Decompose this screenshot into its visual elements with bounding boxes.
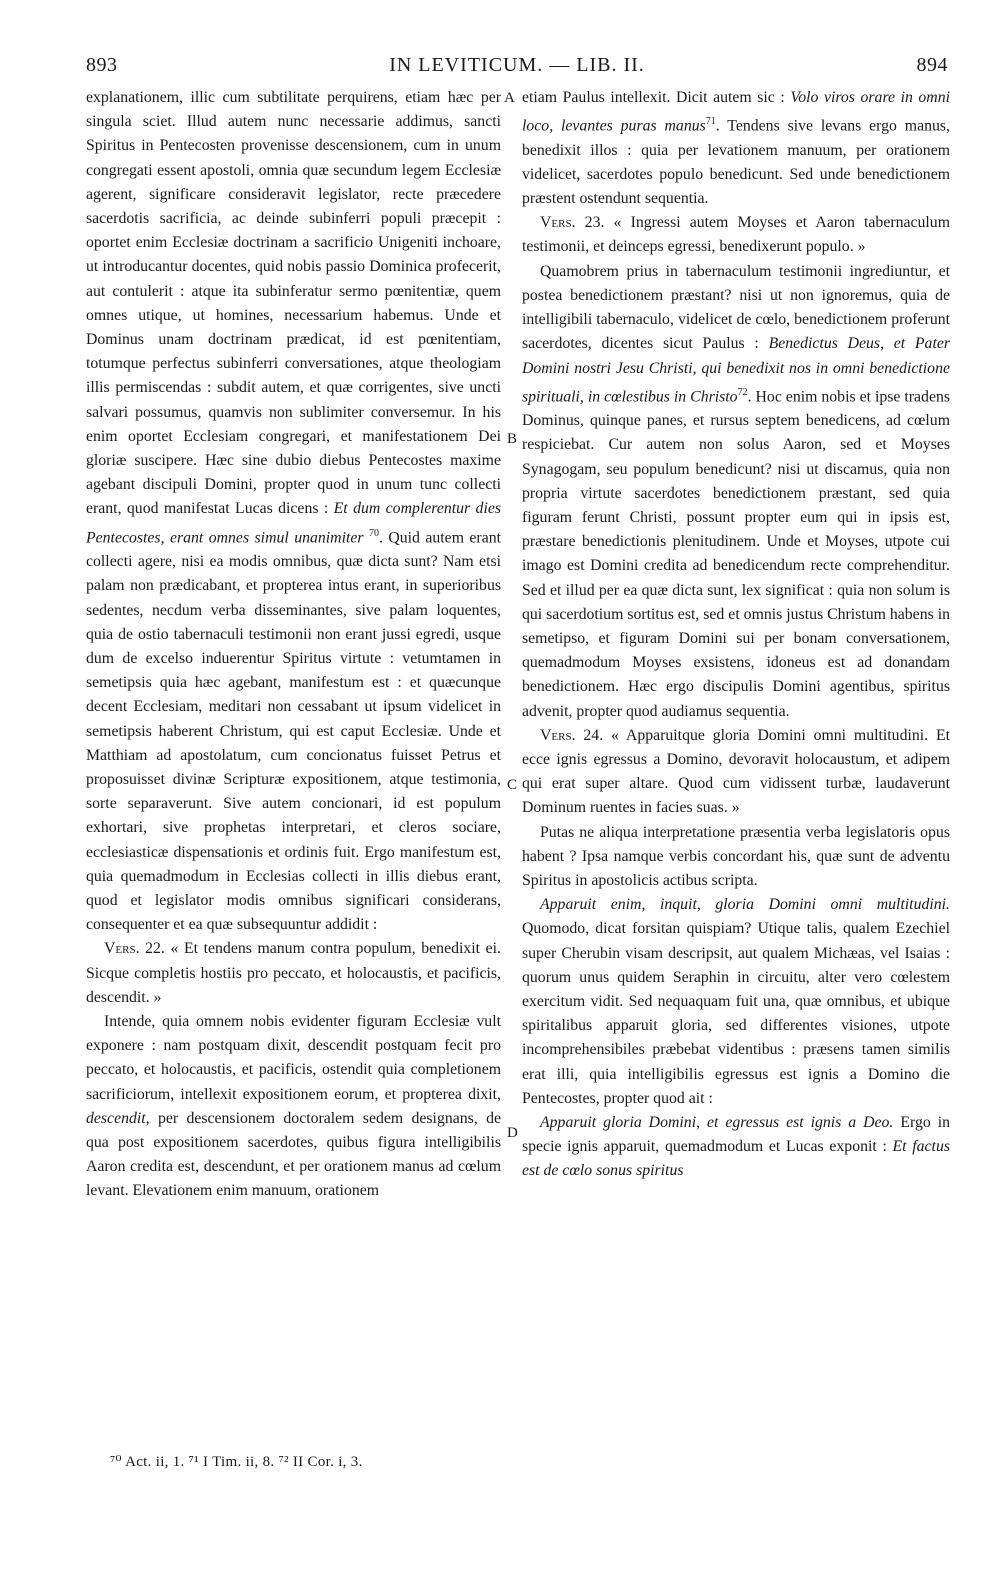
emphasis: descendit xyxy=(86,1109,146,1127)
footnotes: ⁷⁰ Act. ii, 1. ⁷¹ I Tim. ii, 8. ⁷² II Cor. i, 3. xyxy=(110,1454,363,1470)
text-run: , per descensionem doctoralem sedem designans, de qua post expositionem sacerdotes, quibus figura intelligibilis Aaron credita est, descendunt, et per orationem manus ad cœlum levant. Elevationem enim manuum, orationem xyxy=(86,1109,501,1200)
quotation: Et dum complerentur dies Pentecostes, erant omnes simul unanimiter xyxy=(86,500,501,546)
verse-label: Vers. 22. xyxy=(104,940,165,958)
text-run: . Quid autem erant collecti agere, nisi ea modis omnibus, quæ dicta sunt? Nam etsi palam non prædicabant, et propterea intus erant, in superioribus sedentes, necdum verba disseminantes, sive palam loquentes, quia de ostio tabernaculi testimonii non erant jussi egredi, usque dum de excelso induerentur Spiritus virtute : vetumtamen in semetipsis quia hæc agebant, manifestum est : et quæcunque decent Ecclesiam, meditari non cessabant ut ipsum videlicet in semetipsis haberent Christum, qui est caput Ecclesiæ. Unde et Matthiam ad apostolatum, cum concionatus fuisset Petrus et proposuisset divinæ Scripturæ expositionem, atque testimonia, sorte separaverunt. Sive autem concionari, id est populum exhortari, sive prophetas interpretari, et cleros sociare, ecclesiasticæ dispensationis et ordinis fuit. Ergo manifestum est, quia quemadmodum in Ecclesias collecti in illis diebus erant, quod et legislator modis omnibus significari considerans, consequenter et ea quæ subsequuntur addidit : xyxy=(86,528,501,934)
text-run: Putas ne aliqua interpretatione præsentia verba legislatoris opus habent ? Ipsa namque verbis concordant his, quæ sunt de adventu Spiritus in apostolicis actibus scripta. xyxy=(522,823,950,890)
text-run: . Tendens sive levans ergo manus, benedixit illos : quia per levationem manuum, per orationem videlicet, sacerdotes populo benedicunt. Sed unde benedictionem præstent ostendunt sequentia. xyxy=(522,117,950,208)
verse-paragraph xyxy=(522,211,950,259)
footnote-ref[interactable]: 70 xyxy=(368,527,379,539)
paragraph xyxy=(522,821,950,894)
quotation: Benedictus Deus, et Pater Domini nostri Jesu Christi, qui benedixit nos in omni benedictione spirituali, in cœlestibus in Christo xyxy=(522,335,950,405)
verse-label: Vers. 24. xyxy=(540,726,604,744)
verse-text: « Et tendens manum contra populum, benedixit ei. Sicque completis hostiis pro peccato, et holocaustis, et pacificis, descendit. » xyxy=(86,940,501,1006)
quotation: Apparuit gloria Domini, et egressus est ignis a Deo. xyxy=(540,1114,894,1132)
paragraph xyxy=(522,1111,950,1184)
text-run: . Hoc enim nobis et ipse tradens Dominus, quinque panes, et rursus septem benedicens, ad cœlum respiciebat. Cur autem non solus Aaron, sed et Moyses Synagogam, seu populum benedicunt? nisi ut discamus, quia non propria virtute sacerdotes benedictionem præstant, sed quia figuram ferunt Christi, possunt propter eum qui in ipsis est, præstare benedictionis plenitudinem. Unde et Moyses, utpote cui imago est Domini credita ad benedicendum recte comprehenditur. Sed et illud per ea quæ dicta sunt, lex significat : quia non solum is qui sacerdotium sortitus est, sed et omnis justus Christum habens in semetipso, et figuram Domini sui per bonam conversationem, quemadmodum Moyses exsistens, idoneus est ad donandam benedictionem. Hæc ergo discipulis Domini agentibus, spiritus advenit, propter quod audiamus sequentia. xyxy=(522,387,950,720)
page-number-left: 893 xyxy=(86,54,118,76)
paragraph xyxy=(86,86,501,937)
margin-marker-c: C xyxy=(507,777,518,793)
verse-paragraph xyxy=(86,937,501,1010)
paragraph xyxy=(86,1010,501,1204)
text-run: Ergo in specie ignis apparuit, quemadmodum et Lucas exponit : xyxy=(522,1114,950,1156)
text-run: Quomodo, dicat forsitan quispiam? Utique talis, qualem Ezechiel super Cherubin visam descripsit, aut qualem Michæas, vel Isaias : quorum unus quidem Seraphin in circuitu, alter vero cœlestem exercitum vidit. Sed nequaquam fuit una, quæ omnibus, et ubique spiritalibus apparuit gloria, sed differentes visiones, utpote incomprehensibiles præbebat videntibus : præsens tamen similis erat illi, quia intelligibilis egressus est ignis a Domino die Pentecostes, propter quod ait : xyxy=(522,920,950,1107)
running-title: IN LEVITICUM. — LIB. II. xyxy=(389,54,645,76)
footnote-ref[interactable]: 71 xyxy=(705,116,716,128)
quotation: Apparuit enim, inquit, gloria Domini omni multitudini. xyxy=(540,896,950,914)
text-run: Intende, quia omnem nobis evidenter figuram Ecclesiæ vult exponere : nam postquam dixit, descendit postquam fecit pro peccato, et holocaustis, et pacificis, ostendit quia completionem sacrificiorum, intellexit expositionem eorum, et propterea dixit, xyxy=(86,1012,501,1103)
margin-marker-a: A xyxy=(504,90,515,106)
running-header xyxy=(86,50,948,86)
verse-paragraph xyxy=(522,724,950,821)
quotation: Et factus est de cœlo sonus spiritus xyxy=(522,1138,950,1180)
margin-marker-d: D xyxy=(507,1125,518,1141)
footnote-ref[interactable]: 72 xyxy=(737,386,748,398)
margin-marker-b: B xyxy=(507,431,518,447)
paragraph xyxy=(522,893,950,1111)
verse-text: « Apparuitque gloria Domini omni multitudini. Et ecce ignis egressus a Domino, devoravit holocaustum, et adipem qui erat super altare. Quod cum vidissent turbæ, laudaverunt Dominum ruentes in facies suas. » xyxy=(522,726,950,817)
text-run: etiam Paulus intellexit. Dicit autem sic : xyxy=(522,89,785,106)
paragraph xyxy=(522,86,950,211)
verse-text: « Ingressi autem Moyses et Aaron tabernaculum testimonii, et deinceps egressi, benedixerunt populo. » xyxy=(522,214,950,256)
paragraph xyxy=(522,260,950,724)
text-run: Quamobrem prius in tabernaculum testimonii ingrediuntur, et postea benedictionem præstant? nisi ut non ignoremus, quia de intelligibili tabernaculo, videlicet de cœlo, benedictionem proferunt sacerdotes, dicentes sicut Paulus : xyxy=(522,262,950,353)
text-run: explanationem, illic cum subtilitate perquirens, etiam hæc per singula sciet. Illud autem nunc necessarie addimus, sancti Spiritus in Pentecosten provenisse descensionem, cum in unum congregati essent apostoli, omnia quæ secundum legem Ecclesiæ agerent, significare consideravit legislator, recte præcedere sacerdotis sacrificia, ac deinde subinferri populi præcepit : oportet enim Ecclesiæ doctrinam a sacrificio Unigeniti inchoare, ut introducantur docentes, quid nobis passio Dominica profecerit, aut contulerit : atque ita subinferatur sermo pœnitentiæ, quem omnes utique, ut homines, necessarium habemus. Unde et Dominus unam doctrinam prædicat, id est pœnitentiam, totumque perfectus subinferri conversationes, atque theologiam illis permiscendas : subdit autem, et quæ corrigentes, sive uncti salvari possumus, quamvis non sublimiter conversemur. In his enim oportet Ecclesiam congregari, et manifestationem Dei gloriæ suscipere. Hæc sine dubio diebus Pentecostes maxime agebant discipuli Domini, propter quod in unum tunc collecti erant, quod manifestat Lucas dicens : xyxy=(86,89,501,518)
verse-label: Vers. 23. xyxy=(540,214,605,232)
right-column xyxy=(522,86,950,1438)
left-column xyxy=(86,86,501,1438)
quotation: Volo viros orare in omni loco, levantes puras manus xyxy=(522,89,950,135)
page-number-right: 894 xyxy=(916,54,948,76)
